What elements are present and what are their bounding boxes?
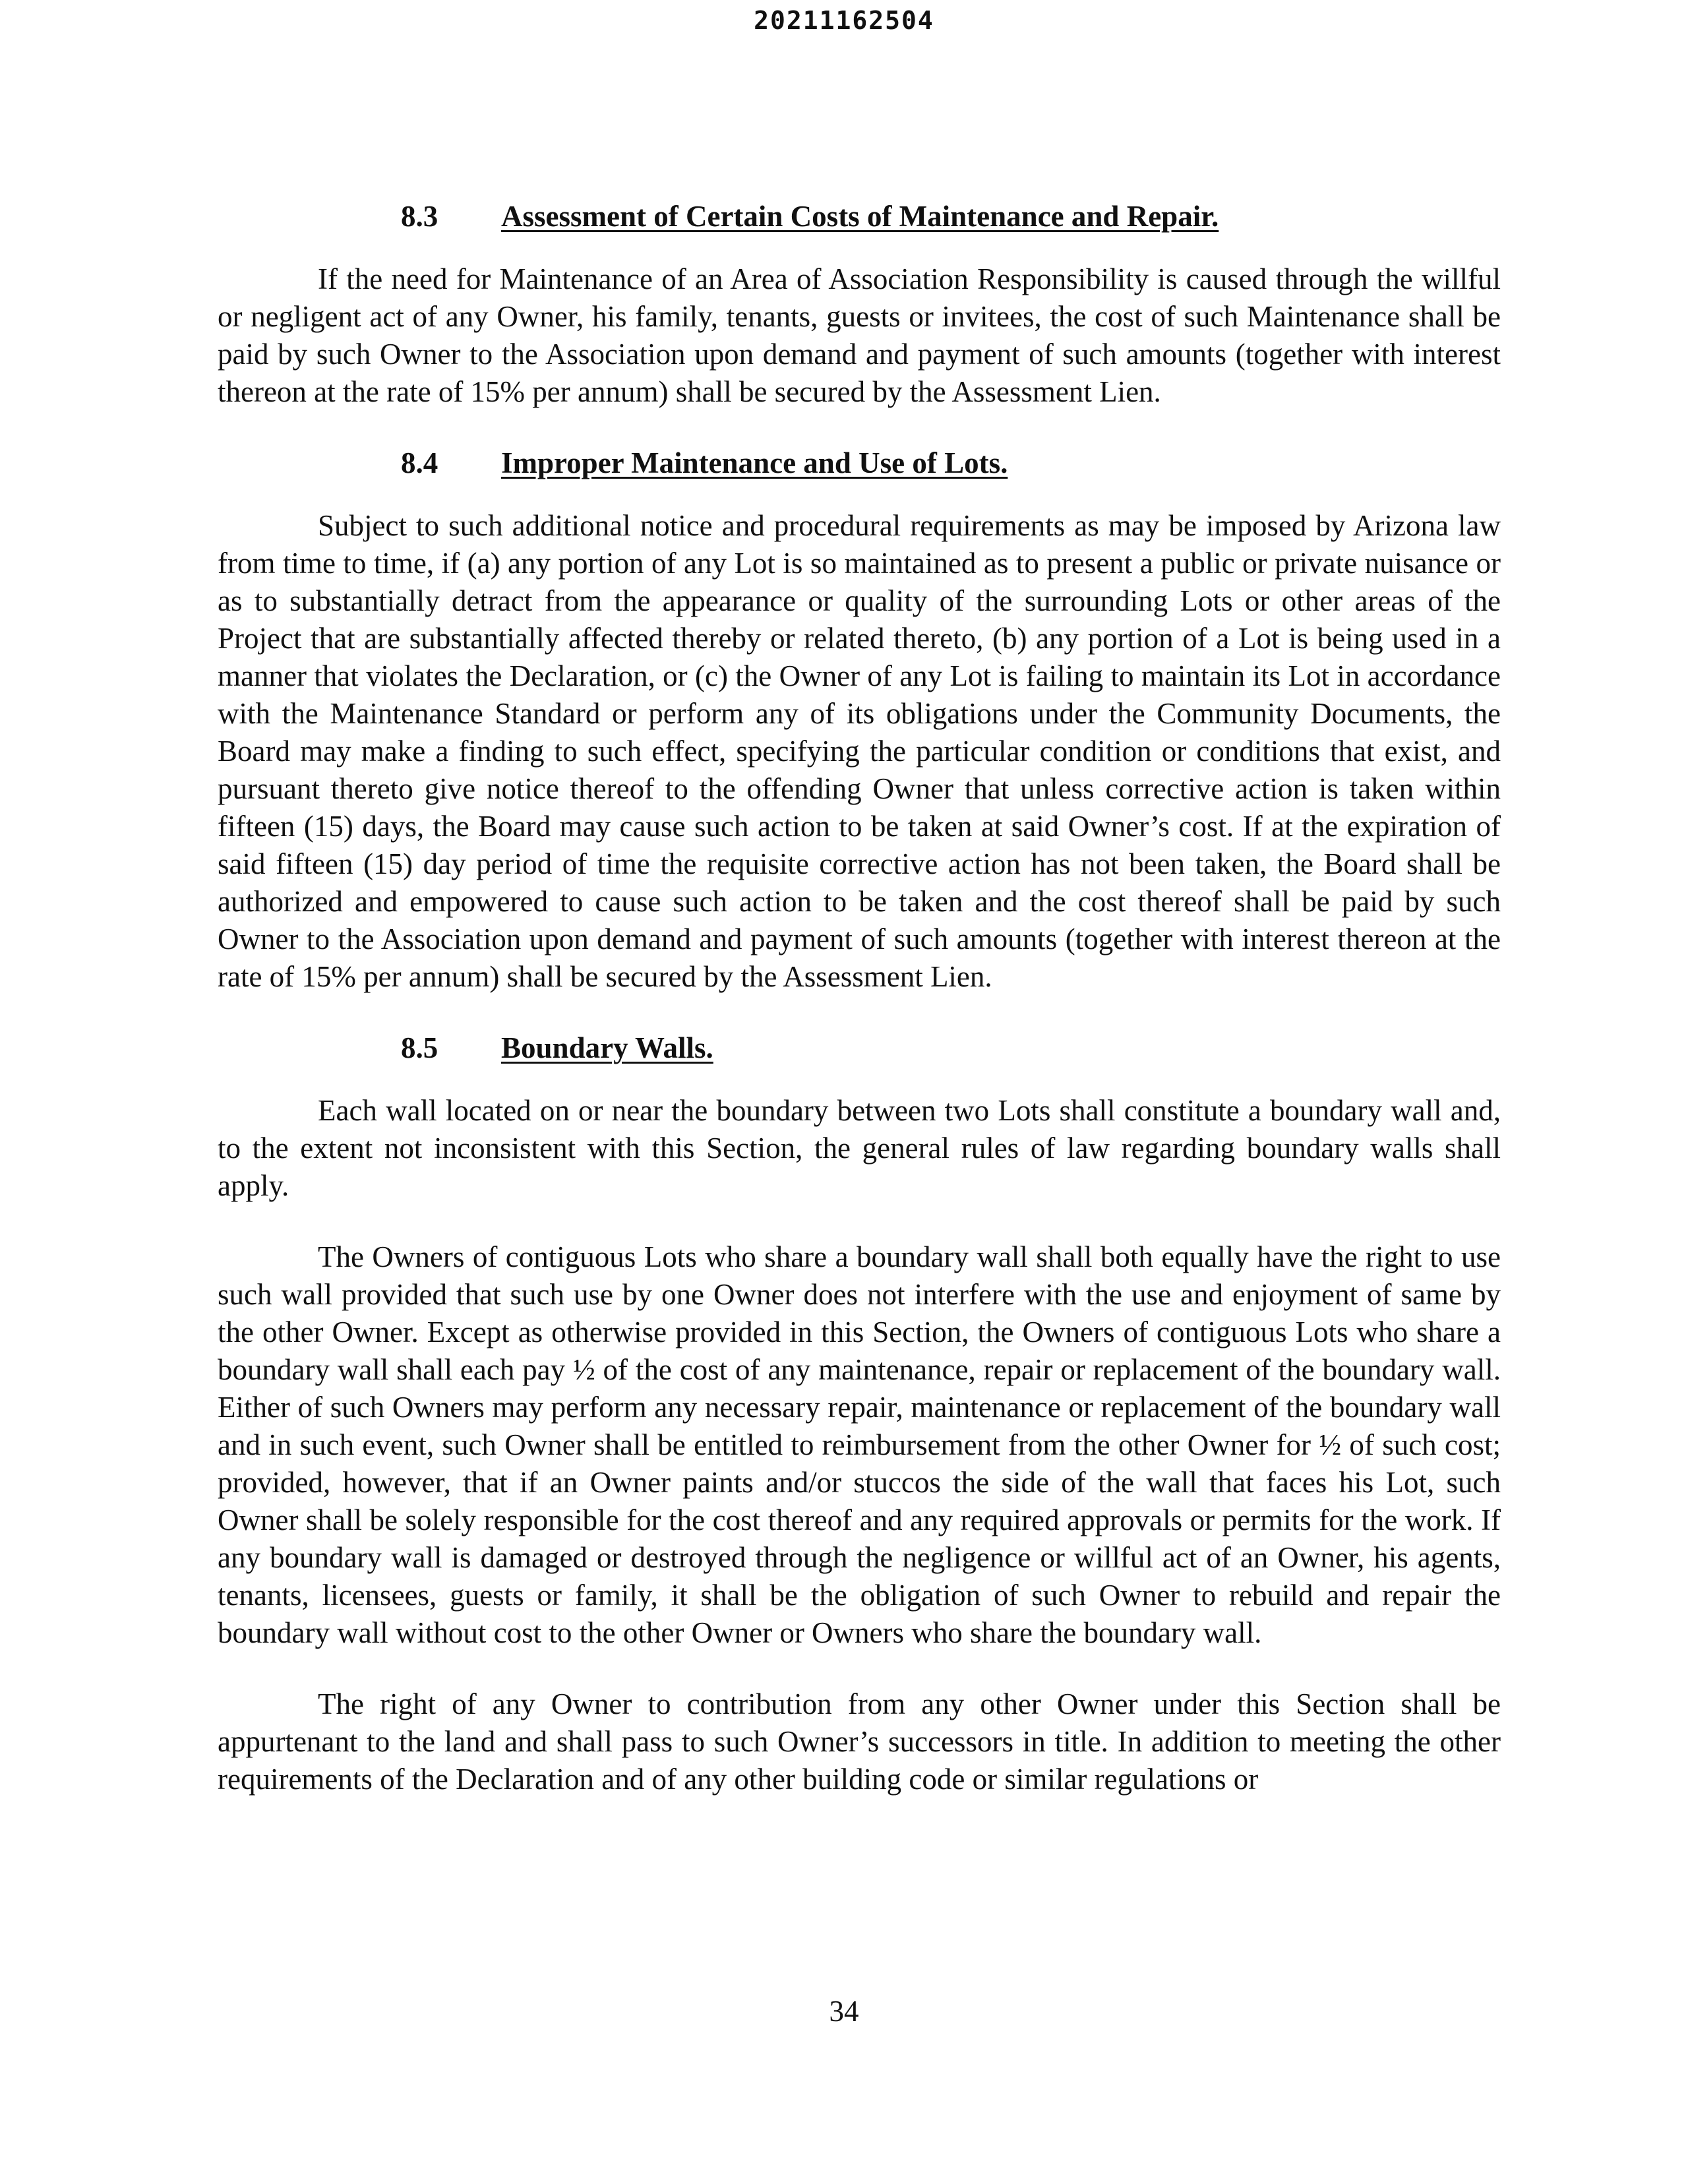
- paragraph: Each wall located on or near the boundary between two Lots shall constitute a boundary wall and, to the extent not inconsistent with this Section, the general rules of law regarding boundary walls shall apply.: [218, 1094, 1501, 1202]
- paragraph: The Owners of contiguous Lots who share a boundary wall shall both equally have the right to use such wall provided that such use by one Owner does not interfere with the use and enjoyment of same by the other Owner. Except as otherwise provided in this Section, the Owners of contiguous Lots who share a boundary wall shall each pay ½ of the cost of any maintenance, repair or replacement of the boundary wall. Either of such Owners may perform any necessary repair, maintenance or replacement of the boundary wall and in such event, such Owner shall be entitled to reimbursement from the other Owner for ½ of such cost; provided, however, that if an Owner paints and/or stuccos the side of the wall that faces his Lot, such Owner shall be solely responsible for the cost thereof and any required approvals or permits for the work. If any boundary wall is damaged or destroyed through the negligence or willful act of an Owner, his agents, tenants, licensees, guests or family, it shall be the obligation of such Owner to rebuild and repair the boundary wall without cost to the other Owner or Owners who share the boundary wall.: [218, 1240, 1501, 1649]
- section-title: Assessment of Certain Costs of Maintenance and Repair.: [501, 200, 1219, 233]
- paragraph: The right of any Owner to contribution from any other Owner under this Section shall be appurtenant to the land and shall pass to such Owner’s successors in title. In addition to meeting the other requirements of the Declaration and of any other building code or similar regulations or: [218, 1687, 1501, 1796]
- section-heading-8-3: [218, 198, 1501, 235]
- section-heading-8-5: [218, 1029, 1501, 1067]
- section-number: 8.3: [401, 200, 438, 233]
- section-number: 8.5: [401, 1031, 438, 1064]
- page-number: 34: [829, 1995, 859, 2028]
- recording-number: 20211162504: [754, 6, 934, 35]
- section-title: Improper Maintenance and Use of Lots.: [501, 446, 1008, 479]
- paragraph: Subject to such additional notice and procedural requirements as may be imposed by Arizona law from time to time, if (a) any portion of any Lot is so maintained as to present a public or private nuisance or as to substantially detract from the appearance or quality of the surrounding Lots or other areas of the Project that are substantially affected thereby or related thereto, (b) any portion of a Lot is being used in a manner that violates the Declaration, or (c) the Owner of any Lot is failing to maintain its Lot in accordance with the Maintenance Standard or perform any of its obligations under the Community Documents, the Board may make a finding to such effect, specifying the particular condition or conditions that exist, and pursuant thereto give notice thereof to the offending Owner that unless corrective action is taken within fifteen (15) days, the Board may cause such action to be taken at said Owner’s cost. If at the expiration of said fifteen (15) day period of time the requisite corrective action has not been taken, the Board shall be authorized and empowered to cause such action to be taken and the cost thereof shall be paid by such Owner to the Association upon demand and payment of such amounts (together with interest thereon at the rate of 15% per annum) shall be secured by the Assessment Lien.: [218, 509, 1501, 993]
- section-heading-8-4: [218, 444, 1501, 482]
- document-body: [218, 198, 1501, 1798]
- section-title: Boundary Walls.: [501, 1031, 713, 1064]
- paragraph: If the need for Maintenance of an Area of Association Responsibility is caused through the willful or negligent act of any Owner, his family, tenants, guests or invitees, the cost of such Maintenance shall be paid by such Owner to the Association upon demand and payment of such amounts (together with interest thereon at the rate of 15% per annum) shall be secured by the Assessment Lien.: [218, 262, 1501, 408]
- section-number: 8.4: [401, 446, 438, 479]
